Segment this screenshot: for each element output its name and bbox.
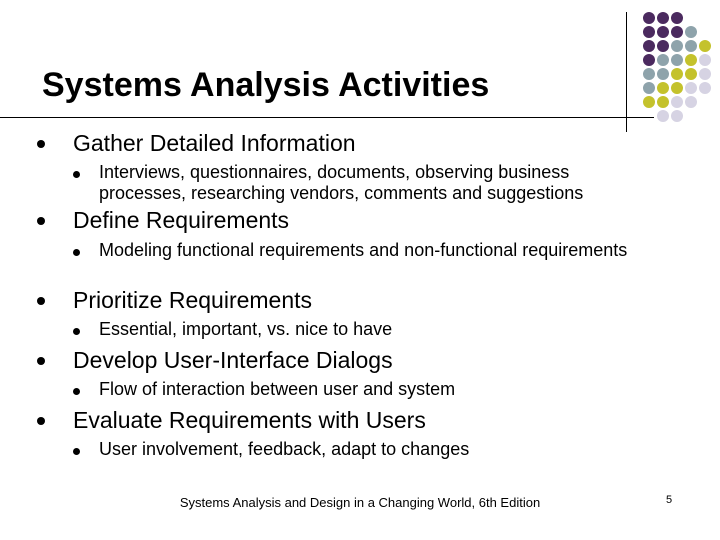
sub-bullet-dot-icon <box>73 448 80 455</box>
dot-icon <box>657 82 669 94</box>
bullet-dot-icon <box>37 357 45 365</box>
page-number: 5 <box>666 494 673 506</box>
dot-icon <box>671 96 683 108</box>
dot-icon <box>657 40 669 52</box>
sub-bullet-dot-icon <box>73 328 80 335</box>
dot-icon <box>657 26 669 38</box>
dot-icon <box>657 110 669 122</box>
decorative-dot-grid <box>640 12 720 132</box>
dot-icon <box>699 54 711 66</box>
dot-icon <box>643 40 655 52</box>
bullet-dot-icon <box>37 217 45 225</box>
dot-icon <box>685 40 697 52</box>
dot-icon <box>643 26 655 38</box>
bullet-gather-info: Gather Detailed Information <box>73 130 356 156</box>
dot-icon <box>643 68 655 80</box>
dot-icon <box>643 82 655 94</box>
bullet-prioritize-req: Prioritize Requirements <box>73 287 313 313</box>
sub-bullet-dot-icon <box>73 388 80 395</box>
bullet-dot-icon <box>37 297 45 305</box>
bullet-evaluate-req: Evaluate Requirements with Users <box>73 407 426 433</box>
dot-icon <box>699 82 711 94</box>
dot-icon <box>657 68 669 80</box>
bullet-define-req: Define Requirements <box>73 207 290 233</box>
sub-bullet-gather-info: Interviews, questionnaires, documents, observing business processes, researching vendors, comments and suggestions <box>99 162 584 203</box>
sub-bullet-evaluate-req: User involvement, feedback, adapt to changes <box>99 439 470 459</box>
slide-title: Systems Analysis Activities <box>42 66 490 104</box>
dot-icon <box>643 96 655 108</box>
dot-icon <box>643 12 655 24</box>
dot-icon <box>699 68 711 80</box>
dot-icon <box>671 12 683 24</box>
dot-icon <box>671 110 683 122</box>
dot-icon <box>685 54 697 66</box>
bullet-develop-ui: Develop User-Interface Dialogs <box>73 347 393 373</box>
bullet-dot-icon <box>37 417 45 425</box>
dot-icon <box>657 96 669 108</box>
dot-icon <box>685 26 697 38</box>
dot-icon <box>671 54 683 66</box>
sub-bullet-define-req: Modeling functional requirements and non-functional requirements <box>99 240 628 260</box>
sub-bullet-dot-icon <box>73 249 80 256</box>
sub-bullet-dot-icon <box>73 171 80 178</box>
dot-icon <box>699 40 711 52</box>
decorative-vertical-line <box>626 12 627 132</box>
dot-icon <box>671 68 683 80</box>
dot-icon <box>657 54 669 66</box>
title-underline <box>0 117 654 118</box>
dot-icon <box>671 40 683 52</box>
dot-icon <box>671 82 683 94</box>
dot-icon <box>685 68 697 80</box>
sub-bullet-prioritize-req: Essential, important, vs. nice to have <box>99 319 393 339</box>
dot-icon <box>685 82 697 94</box>
dot-icon <box>657 12 669 24</box>
dot-icon <box>643 54 655 66</box>
bullet-dot-icon <box>37 140 45 148</box>
dot-icon <box>685 96 697 108</box>
sub-bullet-develop-ui: Flow of interaction between user and system <box>99 379 456 399</box>
slide-footer: Systems Analysis and Design in a Changing World, 6th Edition <box>179 495 541 510</box>
dot-icon <box>671 26 683 38</box>
